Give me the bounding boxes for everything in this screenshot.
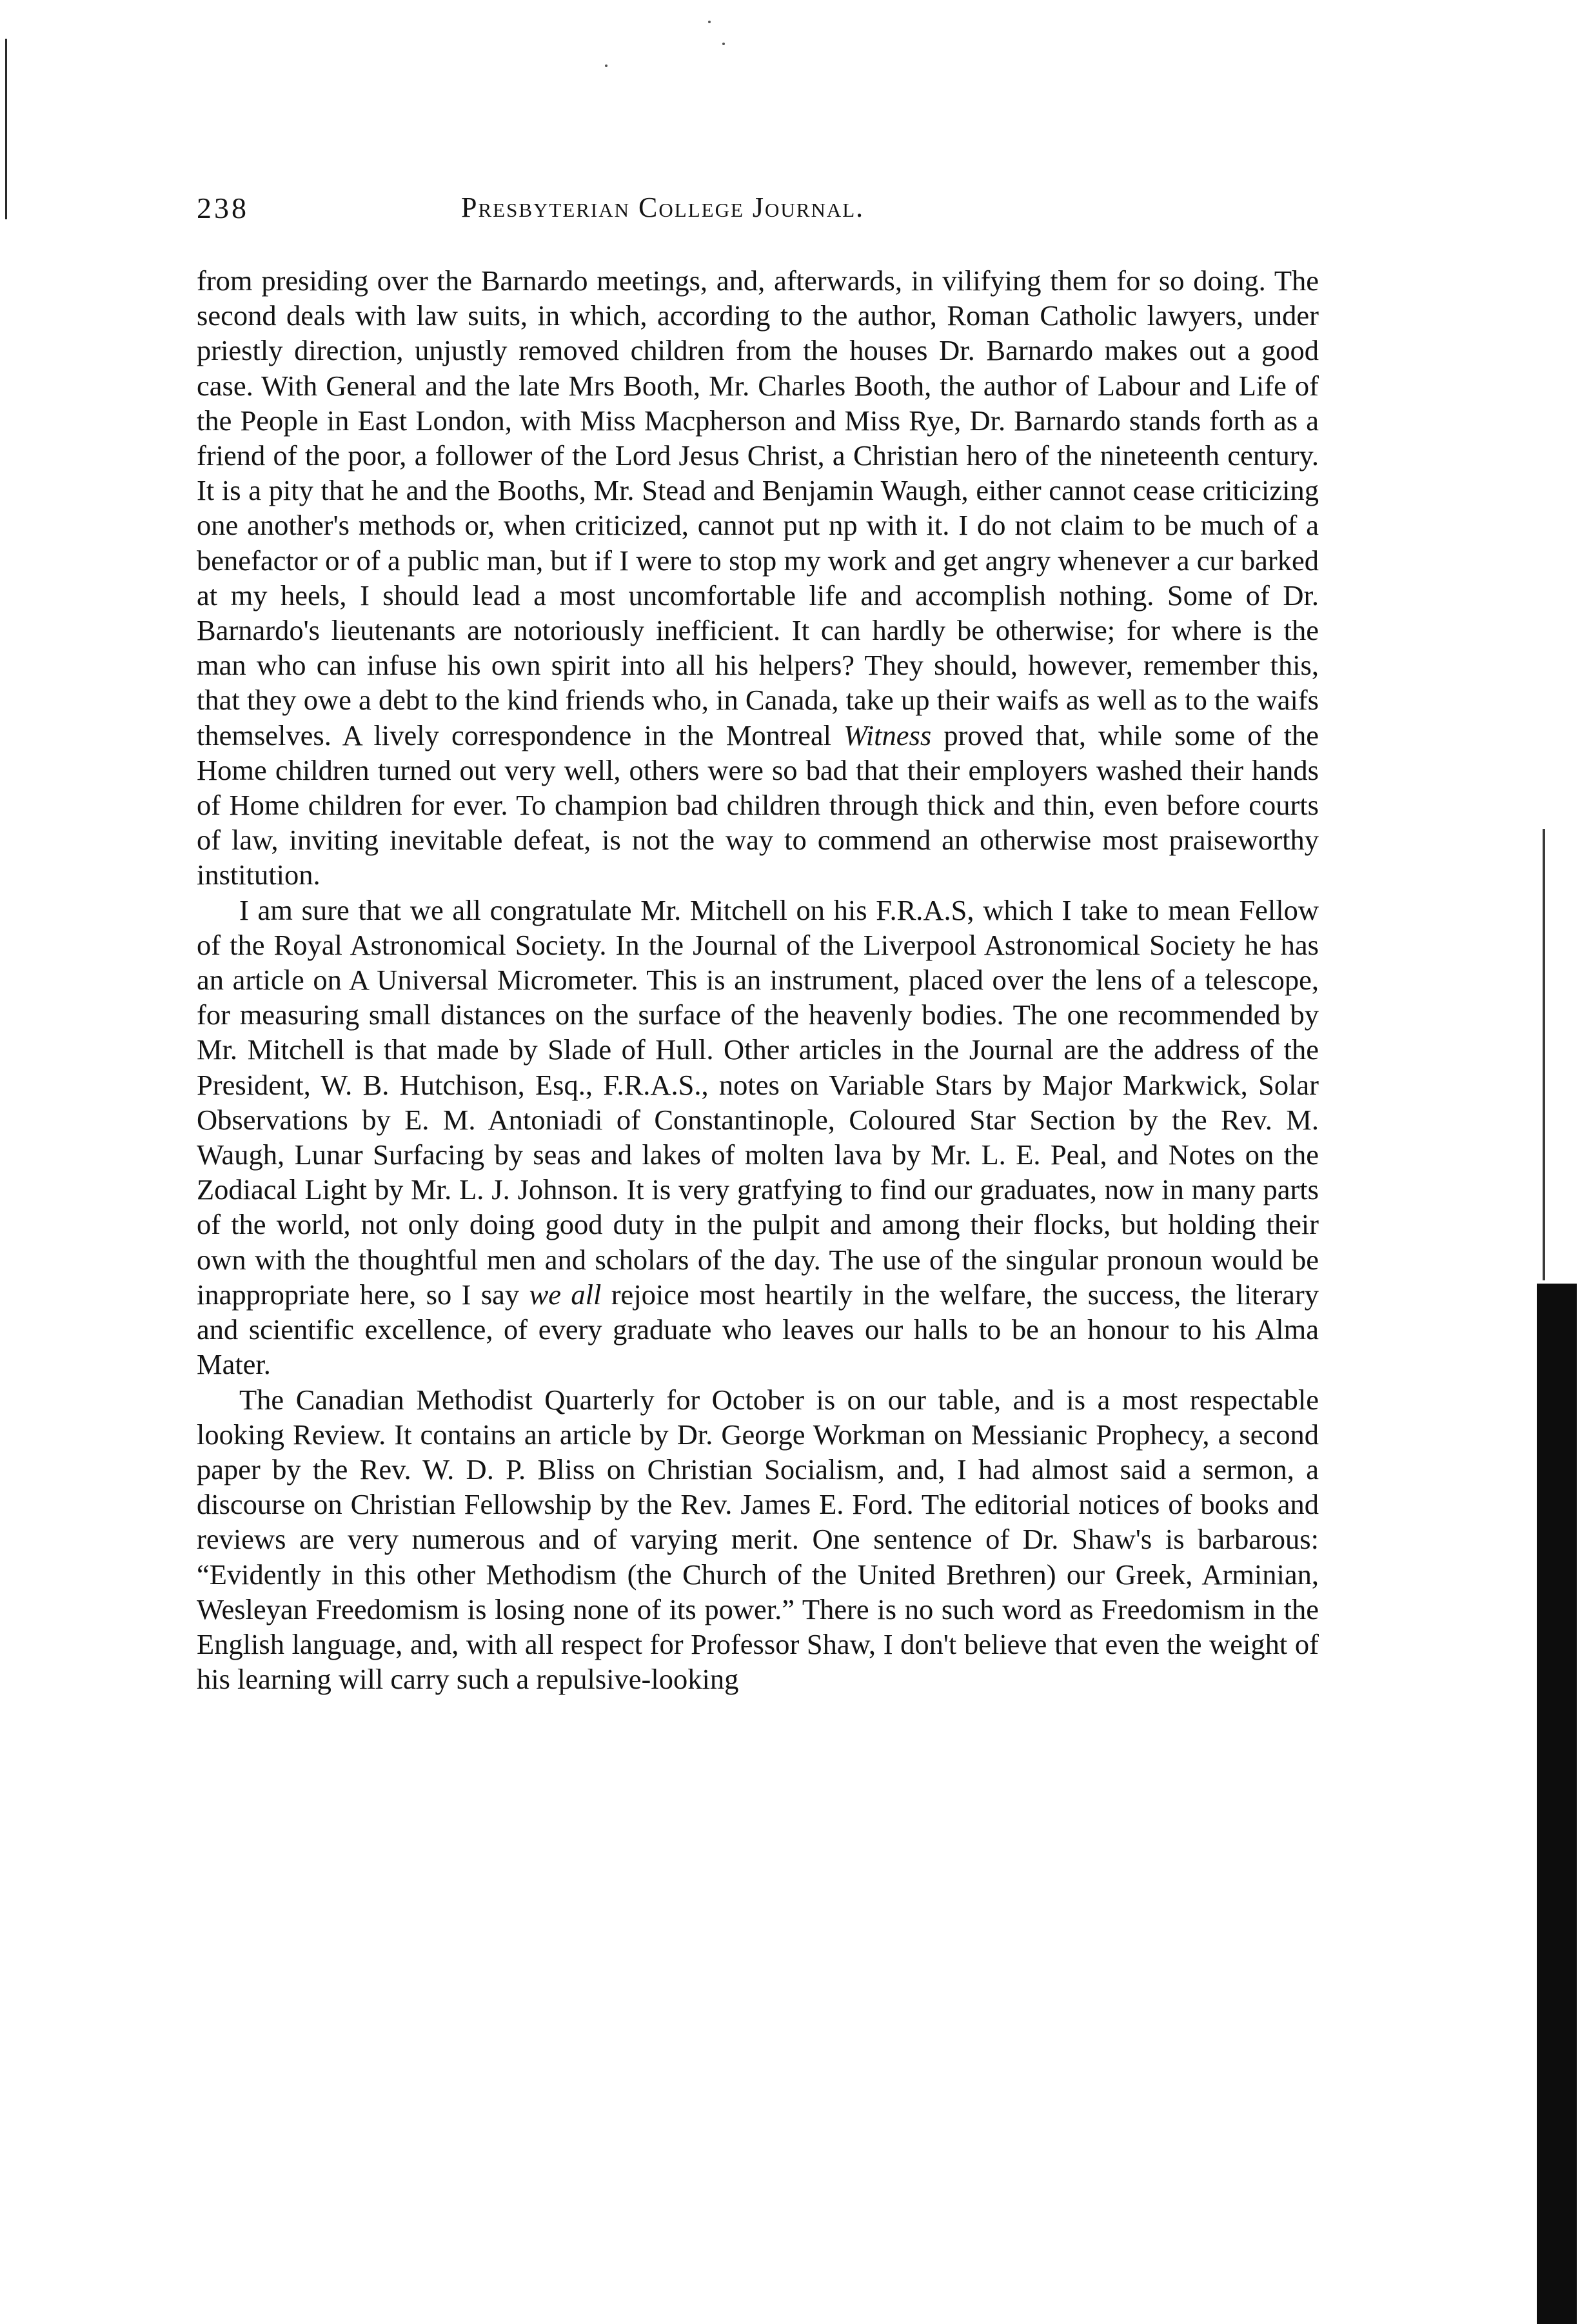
body-text (197, 263, 1319, 1696)
scan-speck (708, 21, 711, 23)
page-header (197, 191, 1319, 230)
text-run: rejoice most heartily in the welfare, the success, the literary and scientific excellence, of every graduate who leaves our halls to be an honour to his Alma Mater. (197, 1278, 1319, 1381)
text-run: The Canadian Methodist Quarterly for October is on our table, and is a most respectable looking Review. It contains an article by Dr. George Workman on Messianic Prophecy, a second paper by the Rev. W. D. P. Bliss on Christian Socialism, and, I had almost said a sermon, a discourse on Christian Fellowship by the Rev. James E. Ford. The editorial notices of books and reviews are very numerous and of varying merit. One sentence of Dr. Shaw's is barbarous: “Evidently in this other Methodism (the Church of the United Brethren) our Greek, Arminian, Wesleyan Freedomism is losing none of its power.” There is no such word as Freedomism in the English language, and, with all respect for Professor Shaw, I don't believe that even the weight of his learning will carry such a repulsive-looking (197, 1383, 1319, 1696)
italic-title: Witness (844, 719, 932, 751)
paragraph (197, 1382, 1319, 1697)
scan-speck (605, 65, 607, 67)
scan-edge-line-right (1543, 829, 1545, 1280)
paragraph (197, 263, 1319, 893)
text-run: from presiding over the Barnardo meetings, and, afterwards, in vilifying them for so doing. The second deals with law suits, in which, according to the author, Roman Catholic lawyers, under priestly direction, unjustly removed children from the houses Dr. Barnardo makes out a good case. With General and the late Mrs Booth, Mr. Charles Booth, the author of Labour and Life of the People in East London, with Miss Macpherson and Miss Rye, Dr. Barnardo stands forth as a friend of the poor, a follower of the Lord Jesus Christ, a Christian hero of the nineteenth century. It is a pity that he and the Booths, Mr. Stead and Benjamin Waugh, either cannot cease criticizing one another's methods or, when criticized, cannot put np with it. I do not claim to be much of a benefactor or of a public man, but if I were to stop my work and get angry whenever a cur barked at my heels, I should lead a most uncomfortable life and accomplish nothing. Some of Dr. Barnardo's lieutenants are notoriously inefficient. It can hardly be otherwise; for where is the man who can infuse his own spirit into all his helpers? They should, however, remember this, that they owe a debt to the kind friends who, in Canada, take up their waifs as well as to the waifs themselves. A lively correspondence in the Montreal (197, 264, 1319, 751)
text-run: I am sure that we all congratulate Mr. Mitchell on his F.R.A.S, which I take to mean Fellow of the Royal Astronomical Society. In the Journal of the Liverpool Astronomical Society he has an article on A Universal Micrometer. This is an instrument, placed over the lens of a telescope, for measuring small distances on the surface of the heavenly bodies. The one recommended by Mr. Mitchell is that made by Slade of Hull. Other articles in the Journal are the address of the President, W. B. Hutchison, Esq., F.R.A.S., notes on Variable Stars by Major Markwick, Solar Observations by E. M. Antoniadi of Constantinople, Coloured Star Section by the Rev. M. Waugh, Lunar Surfacing by seas and lakes of molten lava by Mr. L. E. Peal, and Notes on the Zodiacal Light by Mr. L. J. Johnson. It is very gratfying to find our graduates, now in many parts of the world, not only doing good duty in the pulpit and among their flocks, but holding their own with the thoughtful men and scholars of the day. The use of the singular pronoun would be inappropriate here, so I say (197, 893, 1319, 1311)
scan-speck (722, 43, 725, 45)
text-run: proved that, while some of the Home children turned out very well, others were so bad that their employers washed their hands of Home children for ever. To champion bad children through thick and thin, even before courts of law, inviting inevitable defeat, is not the way to commend an otherwise most praiseworthy institution. (197, 719, 1319, 891)
scan-edge-mark-left (5, 39, 7, 219)
paragraph (197, 893, 1319, 1382)
running-head: Presbyterian College Journal. (461, 192, 865, 223)
italic-emphasis: we all (529, 1278, 602, 1311)
page-number: 238 (197, 192, 249, 224)
scan-edge-bar-right (1537, 1284, 1577, 2324)
